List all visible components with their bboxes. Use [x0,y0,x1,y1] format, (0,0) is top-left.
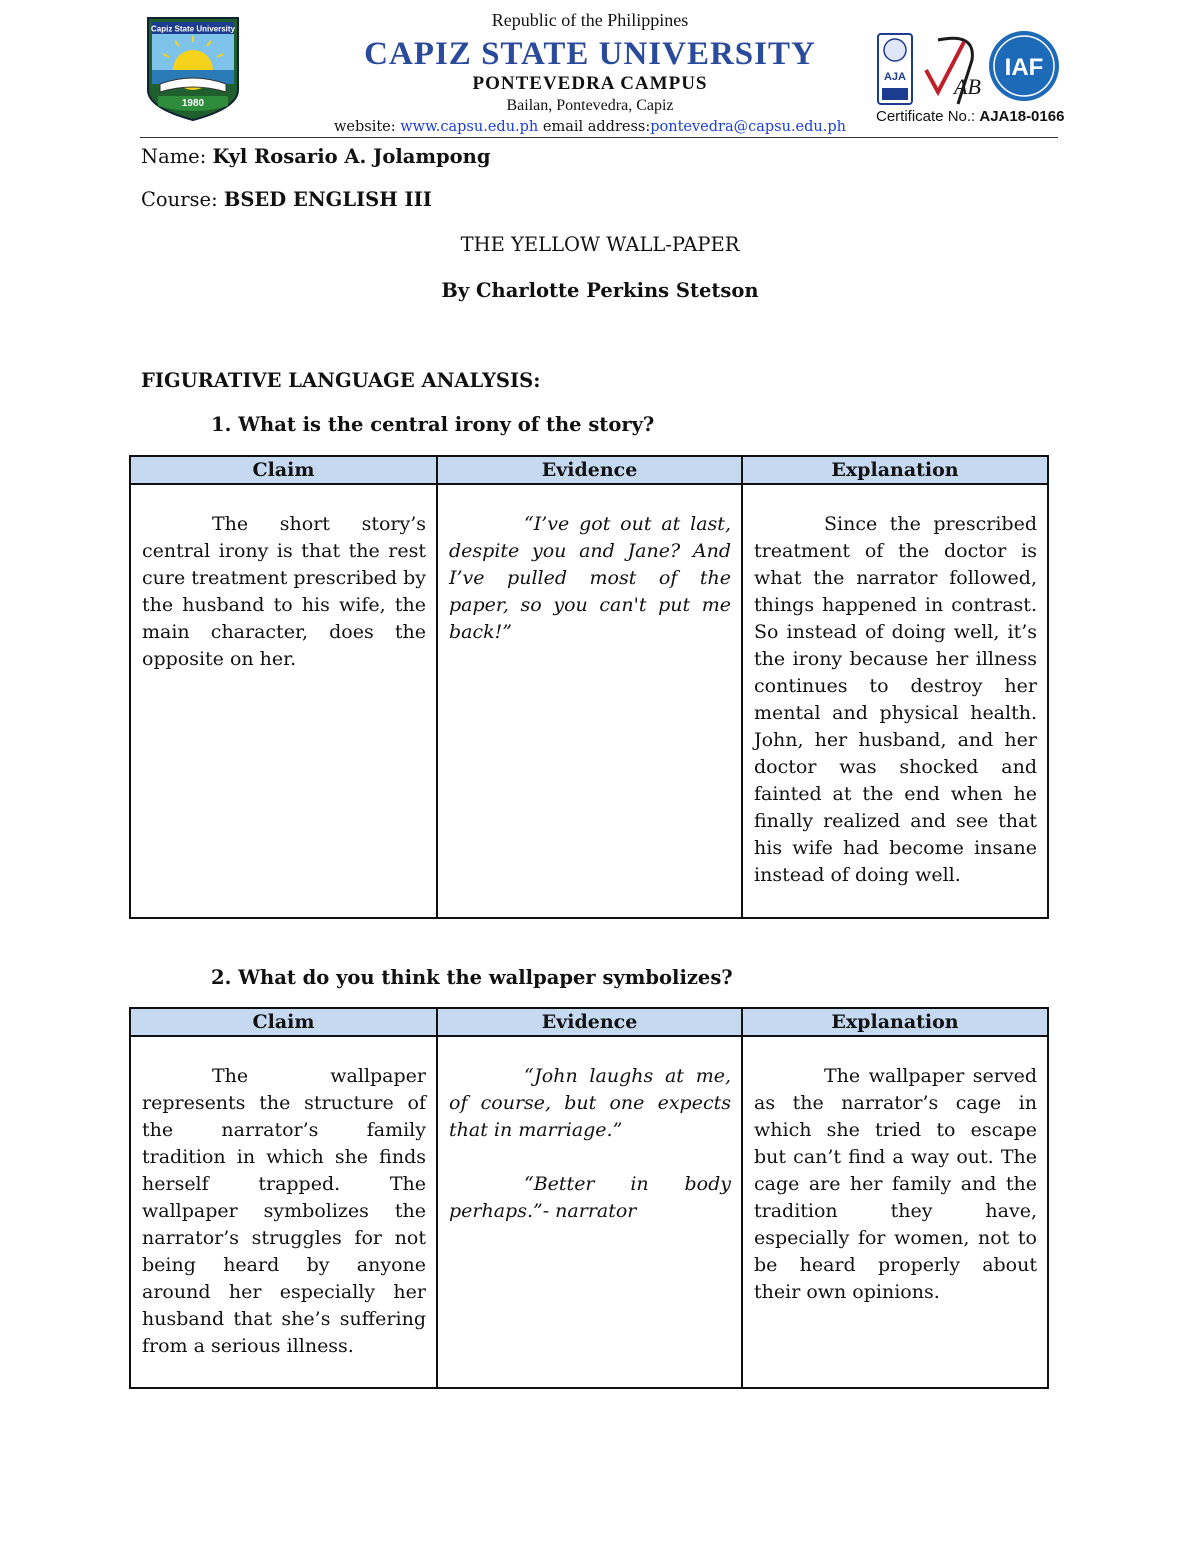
table-row [130,484,1048,918]
logo-year: 1980 [181,98,205,109]
university-name: CAPIZ STATE UNIVERSITY [364,36,816,72]
republic-line: Republic of the Philippines [491,10,689,30]
email-label: email address: [538,119,651,135]
section-title: FIGURATIVE LANGUAGE ANALYSIS: [141,369,541,392]
certificate-number: AJA18-0166 [979,108,1065,125]
university-logo [144,12,242,124]
certification-logos [876,30,1062,108]
explanation-header: Explanation [742,456,1048,484]
table-header-row [130,456,1048,484]
story-author: By Charlotte Perkins Stetson [441,279,759,302]
story-title: THE YELLOW WALL-PAPER [460,233,740,256]
certificate-line [876,108,1064,125]
jab-logo: AB [954,74,981,99]
header-divider [140,137,1058,138]
certificate-label: Certificate No.: [876,108,980,125]
name-row [141,145,490,168]
logo-text: Capiz State University [150,24,236,34]
student-name: Kyl Rosario A. Jolampong [212,145,491,168]
explanation-cell [742,484,1048,918]
claim-cell [130,484,437,918]
name-label: Name: [141,145,213,168]
evidence-cell [437,484,742,918]
evidence-quote: “I’ve got out at last, despite you and Jane? And I’ve pulled most of the paper, so you can't put me back!” [449,513,731,643]
contact-line [260,119,920,135]
student-course: BSED ENGLISH III [223,188,432,211]
question-1-table [129,455,1049,919]
website-label: website: [334,119,401,135]
evidence-cell [437,1036,742,1388]
question-2-table [129,1007,1049,1389]
campus-name: PONTEVEDRA CAMPUS [472,73,708,94]
evidence-quote: “Better in body perhaps.”- narrator [449,1173,731,1222]
aja-logo: AJA [883,71,907,83]
explanation-text: Since the prescribed treatment of the doctor is what the narrator followed, things happened in contrast. So instead of doing well, it’s the irony because her illness continues to destroy her mental and physical health. John, her husband, and her doctor was shocked and fainted at the end when he finally realized and see that his wife had become insane instead of doing well. [754,513,1037,886]
question-1: 1. What is the central irony of the story? [211,413,655,436]
course-label: Course: [141,188,224,211]
website-link[interactable]: www.capsu.edu.ph [400,119,539,135]
evidence-quote: “John laughs at me, of course, but one expects that in marriage.” [449,1065,731,1141]
evidence-header: Evidence [437,456,742,484]
explanation-text: The wallpaper served as the narrator’s cage in which she tried to escape but can’t find a way out. The cage are her family and the tradition they have, especially for women, not to be heard properly about their own opinions. [754,1065,1037,1303]
claim-header: Claim [130,456,437,484]
explanation-header: Explanation [742,1008,1048,1036]
question-2: 2. What do you think the wallpaper symbolizes? [211,966,733,989]
campus-address: Bailan, Pontevedra, Capiz [506,97,674,114]
course-row [141,188,432,211]
table-header-row [130,1008,1048,1036]
email-link[interactable]: pontevedra@capsu.edu.ph [650,119,846,135]
explanation-cell [742,1036,1048,1388]
claim-cell [130,1036,437,1388]
evidence-header: Evidence [437,1008,742,1036]
claim-header: Claim [130,1008,437,1036]
table-row [130,1036,1048,1388]
claim-text: The wallpaper represents the structure of the narrator’s family tradition in which she finds herself trapped. The wallpaper symbolizes the narrator’s struggles for not being heard by anyone around her especially her husband that she’s suffering from a serious illness. [142,1065,426,1357]
letterhead [260,8,920,135]
claim-text: The short story’s central irony is that the rest cure treatment prescribed by the husband to his wife, the main character, does the opposite on her. [142,513,426,670]
iaf-logo: IAF [1004,54,1044,81]
